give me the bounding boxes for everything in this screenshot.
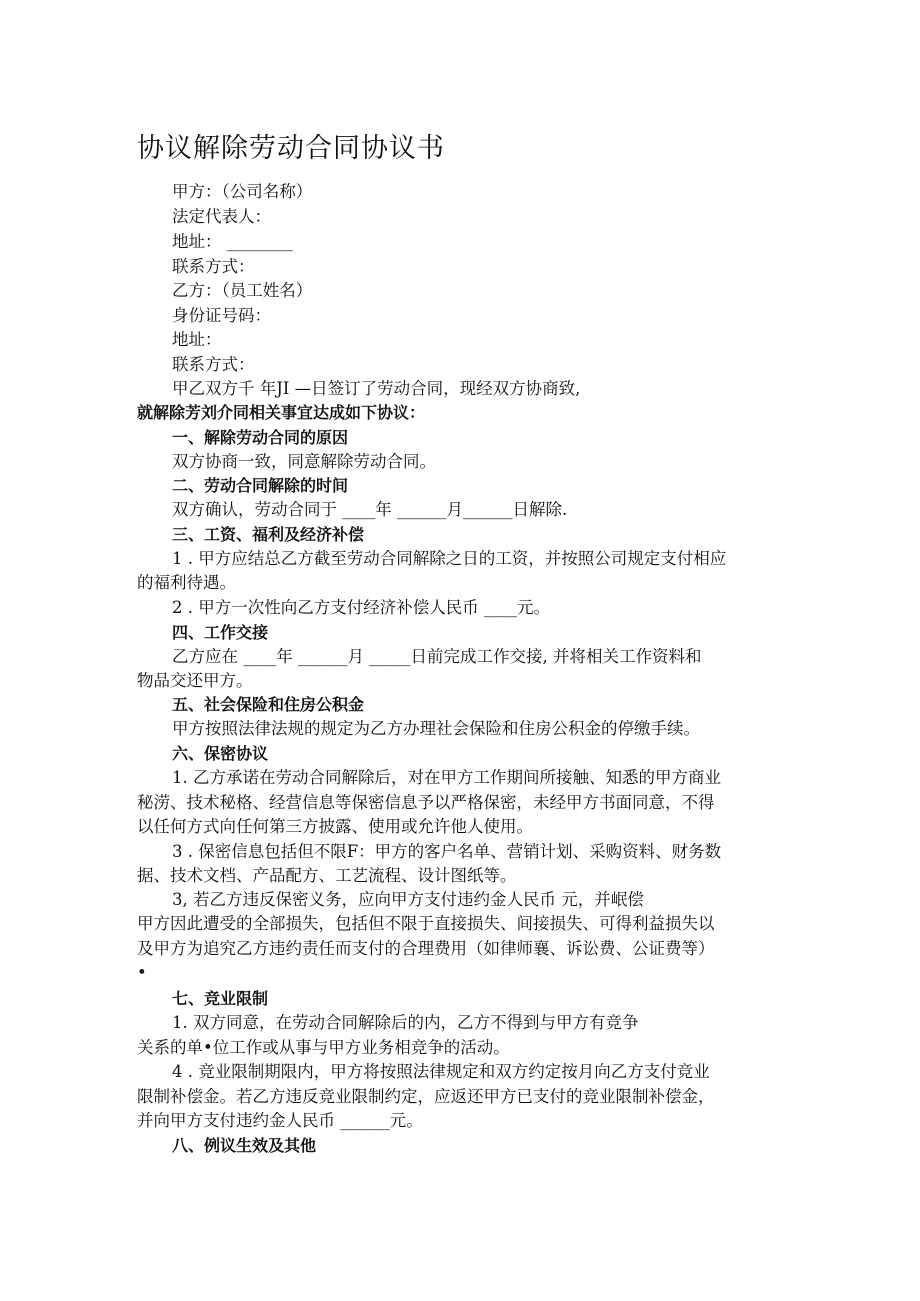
section-6-item-3-line-3: 及甲方为追究乙方违约责任而支付的合理费用（如律师襄、诉讼费、公证费等）: [137, 939, 715, 958]
section-7-item-1-line-1: 1. 双方同意，在劳动合同解除后的内，乙方不得到与甲方有竞争: [172, 1013, 639, 1032]
section-4-line-2: 物品交还甲方。: [137, 671, 253, 690]
party-a-name: 甲方：（公司名称）: [172, 182, 313, 201]
section-3-item-1-line-2: 的福利待遇。: [137, 573, 236, 592]
section-6-item-1-line-2: 秘涝、技术秘格、经营信息等保密信息予以严格保密，未经甲方书面同意，不得: [137, 793, 715, 812]
section-6-item-1-line-1: 1. 乙方承诺在劳动合同解除后，对在甲方工作期间所接触、知悉的甲方商业: [172, 768, 721, 787]
party-b-address: 地址：: [172, 330, 222, 349]
party-b-contact: 联系方式：: [172, 355, 255, 374]
section-3-item-1-line-1: 1 . 甲方应结总乙方截至劳动合同解除之日的工资，并按照公司规定支付相应: [172, 549, 727, 568]
section-7-heading: 七、竞业限制: [172, 989, 269, 1008]
preamble-line-1: 甲乙双方千 年JI —日签订了劳动合同，现经双方协商致,: [172, 379, 581, 398]
party-a-contact: 联系方式：: [172, 257, 255, 276]
document-title: 协议解除劳动合同协议书: [137, 133, 445, 164]
section-6-item-1-line-3: 以任何方式向任何第三方披露、使用或允许他人使用。: [137, 817, 533, 836]
section-8-heading: 八、例议生效及其他: [172, 1136, 317, 1155]
section-6-item-3-line-1: 3, 若乙方违反保密义务，应向甲方支付违约金人民币 元，并岷偿: [172, 890, 644, 909]
section-3-item-2: 2 . 甲方一次性向乙方支付经济补偿人民币 ____元。: [172, 598, 550, 617]
section-6-item-2-line-1: 3 . 保密信息包括但不限F：甲方的客户名单、营销计划、采购资料、财务数: [172, 842, 722, 861]
section-6-item-3-line-4: •: [137, 963, 147, 982]
section-6-item-3-line-2: 甲方因此遭受的全部损失，包括但不限于直接损失、间接损失、可得利益损失以: [137, 914, 715, 933]
party-a-address: 地址： ________: [172, 232, 293, 251]
section-2-paragraph: 双方确认，劳动合同于 ____年 ______月______日解除.: [172, 500, 568, 519]
section-1-paragraph: 双方协商一致，同意解除劳动合同。: [172, 452, 436, 471]
party-b-name: 乙方：（员工姓名）: [172, 281, 313, 300]
section-7-item-1-line-2: 关系的单•位工作或从事与甲方业务相竞争的活动。: [137, 1038, 510, 1057]
party-a-legal-rep: 法定代表人：: [172, 207, 271, 226]
section-2-heading: 二、劳动合同解除的时间: [172, 476, 349, 495]
section-1-heading: 一、解除劳动合同的原因: [172, 428, 349, 447]
section-4-line-1: 乙方应在 ____年 ______月 _____日前完成工作交接, 并将相关工作资料和: [172, 647, 702, 666]
section-4-heading: 四、工作交接: [172, 623, 269, 642]
section-6-item-2-line-2: 据、技术文档、产品配方、工艺流程、设计图纸等。: [137, 866, 517, 885]
section-5-heading: 五、社会保险和住房公积金: [172, 695, 365, 714]
section-7-item-2-line-1: 4 . 竞业限制期限内，甲方将按照法律规定和双方约定按月向乙方支付竞业: [172, 1062, 710, 1081]
section-3-heading: 三、工资、福利及经济补偿: [172, 525, 365, 544]
section-7-item-2-line-2: 限制补偿金。若乙方违反竞业限制约定，应返还甲方已支付的竞业限制补偿金，: [137, 1087, 715, 1106]
section-6-heading: 六、保密协议: [172, 744, 269, 763]
party-b-id-number: 身份证号码：: [172, 306, 271, 325]
section-5-paragraph: 甲方按照法律法规的规定为乙方办理社会保险和住房公积金的停缴手续。: [172, 719, 700, 738]
preamble-line-2: 就解除芳刘介同相关事宜达成如下协议：: [137, 403, 426, 422]
section-7-item-2-line-3: 并向甲方支付违约金人民币 ______元。: [137, 1111, 423, 1130]
